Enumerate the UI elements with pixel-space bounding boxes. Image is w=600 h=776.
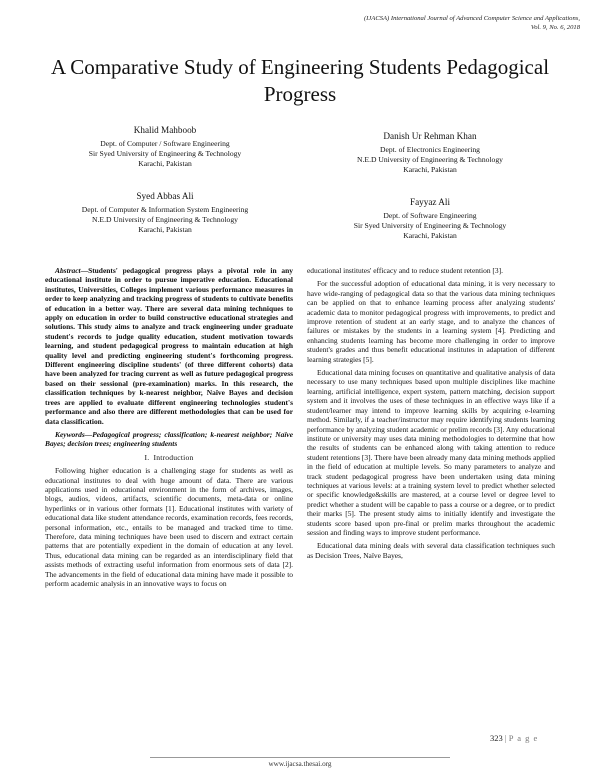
author-block-1: [40, 124, 290, 169]
author-university: Sir Syed University of Engineering & Technology: [353, 221, 507, 230]
page-separator: |: [504, 733, 507, 743]
author-dept: Dept. of Computer / Software Engineering: [100, 139, 230, 148]
page-number: [490, 733, 538, 743]
keywords-text: —Pedagogical progress; classification; k-nearest neighbor; Naïve Bayes; decision trees; engineering students: [45, 429, 293, 449]
section-heading: [45, 453, 293, 462]
abstract-label: Abstract: [55, 266, 81, 275]
author-city: Karachi, Pakistan: [403, 165, 457, 174]
author-name: Fayyaz Ali: [409, 197, 451, 207]
author-name: Danish Ur Rehman Khan: [383, 131, 477, 141]
keywords-label: Keywords: [55, 429, 85, 439]
abstract: [45, 266, 293, 426]
page-word: P a g e: [508, 733, 539, 743]
author-city: Karachi, Pakistan: [138, 159, 192, 168]
page-number-value: 323: [490, 733, 503, 743]
section-number: I.: [144, 452, 150, 462]
author-city: Karachi, Pakistan: [403, 231, 457, 240]
author-block-3: [40, 190, 290, 235]
journal-header: [220, 14, 580, 32]
author-block-2: [305, 130, 555, 175]
journal-name: (IJACSA) International Journal of Advanced Computer Science and Applications,: [363, 15, 580, 22]
right-column: [307, 266, 555, 564]
abstract-text: —Students' pedagogical progress plays a pivotal role in any educational institute in order to pursue imperative education. Educational institutes, Universities, Colleges implement various performance measures in order to keep analyzing and tracking progress of students to cultivate benefits of education in a better way. There are several data mining techniques to apply on education in order to build constructive educational strategies and solutions. This study aims to analyze and track engineering under graduate student's records to judge quality education, student motivation towards learning, and student pedagogical progress to maintain education at high quality level and predicting engineering student's forthcoming progress. Different engineering discipline students' (of three different cohorts) data have been analyzed for tracing current as well as future pedagogical progress based on their sessional (pre-examination) marks. In this research, the classification techniques by k-nearest neighbor, Naïve Bayes and decision trees are applied to evaluate different engineering technologies student's performance and also there are different methodologies that can be used for data classification.: [45, 266, 293, 426]
body-paragraph: educational institutes' efficacy and to reduce student retention [3].: [307, 266, 503, 275]
body-paragraph: Educational data mining deals with several data classification techniques such as Decision Trees, Naïve Bayes,: [307, 541, 555, 560]
footer-divider: [150, 757, 450, 758]
body-paragraph: Following higher education is a challenging stage for students as well as educational institutes to deal with huge amount of data. There are various applications used in educational environment in the form of archives, images, blogs, audios, videos, artifacts, scientific documents, meta-data or online hyperlinks or in various other formats [1]. Educational institutes with variety of educational data like student attendance records, examination records, fees records, personal information, etc., entails to be managed and tracked time to time. Therefore, data mining techniques have been used to discern and extract certain patterns that are potentially expedient in the domain of education at any level. Thus, educational data mining can be regarded as an interdisciplinary field that assists methods of extracting useful information from enormous sets of data [2]. The advancements in the field of educational data mining have made it possible to perform academic analysis in an innovative ways to focus on: [45, 466, 293, 588]
author-university: N.E.D University of Engineering & Technology: [92, 215, 238, 224]
body-paragraph: Educational data mining focuses on quantitative and qualitative analysis of data necessary to use many techniques based upon multiple disciplines like machine learning, artificial intelligence, expert system, pattern matching, decision support system and it involves the uses of these techniques in an effective ways like if a student/learner may intend to improve learning skills by acquiring e-learning method. Similarly, if a teacher/instructor may require identifying students learning performance by analyzing student academic or prelim records [3]. Any educational institute or university may uses data mining methodologies to determine that how the results of students can be enhanced along with taking attention to reduce student retentions [3]. There have been already many data mining methods applied in the field of education at multiple levels. So many parameters to analyze and track student pedagogical progress have been undertaken using data mining techniques at various levels: at a training system level to predict whether selected or specific knowledge&skills are mastered, at a course level or degree level to predict whether a student will be capable to pass a course or a degree, or to predict their marks [5]. The present study aims to initially identify and investigate the students score based upon pre-final or prelim marks throughout the academic session and finding ways to improve student performance.: [307, 368, 555, 537]
section-title: Introduction: [153, 452, 194, 462]
author-block-4: [305, 196, 555, 241]
journal-volume: Vol. 9, No. 6, 2018: [530, 24, 580, 31]
author-university: Sir Syed University of Engineering & Technology: [88, 149, 242, 158]
footer-url: www.ijacsa.thesai.org: [268, 760, 332, 768]
author-name: Syed Abbas Ali: [136, 191, 194, 201]
author-dept: Dept. of Software Engineering: [383, 211, 477, 220]
author-dept: Dept. of Electronics Engineering: [380, 145, 480, 154]
author-university: N.E.D University of Engineering & Technology: [357, 155, 503, 164]
author-city: Karachi, Pakistan: [138, 225, 192, 234]
left-column: [45, 266, 293, 592]
keywords: [45, 430, 293, 449]
author-dept: Dept. of Computer & Information System Engineering: [81, 205, 249, 214]
paper-title: A Comparative Study of Engineering Students Pedagogical Progress: [50, 55, 550, 106]
body-paragraph: For the successful adoption of educational data mining, it is very necessary to have wide-ranging of pedagogical data so that the various data mining techniques can be applied on that to enhance learning process after analyzing students' academic data to monitor pedagogical progress with improvements, to predict and improve retention of student at an early stage, and to analyze the chances of failures or mistakes by the students in a learning system [4]. Predicting and enhancing students learning has become more challenging in order to improve student's grades and thus benefit educational institutes in adaptation of different learning strategies [5].: [307, 279, 555, 364]
author-name: Khalid Mahboob: [133, 125, 197, 135]
